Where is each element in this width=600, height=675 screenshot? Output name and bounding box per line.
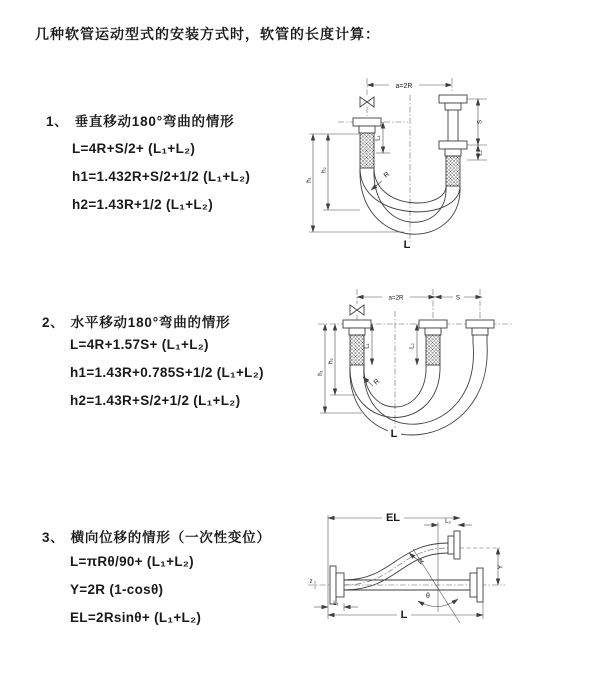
right-flange — [470, 568, 483, 602]
dim-label-y: Y — [497, 564, 505, 570]
left-flange — [330, 566, 344, 604]
dim-l1 — [314, 600, 358, 611]
datum-label: z — [309, 578, 313, 585]
radius-callout — [409, 553, 426, 566]
dim-a-2r — [367, 81, 452, 90]
formula: h1=1.43R+0.785S+1/2 (L₁+L₂) — [70, 365, 264, 380]
formula: h2=1.43R+1/2 (L₁+L₂) — [72, 197, 214, 212]
dim-label-l2: L₂ — [445, 518, 451, 525]
section-1-heading — [46, 110, 234, 130]
dim-h1 — [306, 134, 405, 232]
dim-l2 — [409, 324, 418, 365]
dim-label-theta: θ — [426, 593, 430, 600]
section-2-formulas — [70, 331, 264, 415]
dim-label-a2r: a=2R — [388, 294, 404, 302]
section-2-title: 水平移动180°弯曲的情形 — [70, 315, 231, 330]
right-hose-end — [439, 95, 467, 186]
dim-label-s: S — [476, 119, 484, 125]
dim-label-l-total: L — [403, 239, 411, 251]
dim-l2 — [424, 518, 472, 525]
dim-s — [435, 293, 482, 302]
dim-label-l-total: L — [390, 428, 398, 440]
formula: h1=1.432R+S/2+1/2 (L₁+L₂) — [72, 169, 251, 184]
section-1-formulas — [72, 135, 250, 219]
section-1-title: 垂直移动180°弯曲的情形 — [74, 114, 235, 129]
formula: L=4R+1.57S+ (L₁+L₂) — [70, 337, 209, 352]
dim-label-h1: h₁ — [317, 370, 324, 376]
dim-label-h2: h₂ — [327, 358, 335, 364]
dim-label-a2r: a=2R — [395, 82, 413, 90]
formula: L=4R+S/2+ (L₁+L₂) — [72, 141, 196, 156]
angle-theta — [413, 549, 460, 623]
section-3-formulas — [70, 548, 201, 632]
middle-hose-end — [419, 320, 447, 365]
dim-label-r: R — [372, 377, 382, 387]
page-title: 几种软管运动型式的安装方式时，软管的长度计算： — [35, 26, 380, 42]
dim-label-l1: L₁ — [374, 135, 382, 141]
dim-l2 — [477, 145, 484, 160]
dim-label-l2: L₂ — [476, 150, 484, 156]
dim-a-2r — [357, 293, 435, 302]
section-2-index: 2、 — [42, 315, 65, 330]
diagram-lateral-displacement — [300, 503, 600, 638]
dim-h2 — [309, 134, 360, 210]
centerlines — [338, 78, 452, 242]
dim-label-l: L — [400, 609, 408, 621]
formula: Y=2R (1-cosθ) — [70, 582, 164, 597]
formula: L=πRθ/90+ (L₁+L₂) — [70, 554, 194, 569]
dim-label-l1: L₁ — [363, 343, 371, 349]
dim-label-l1: L₁ — [333, 600, 339, 607]
diagram-horizontal-180-bend — [310, 283, 595, 463]
displaced-hose-s-curve — [344, 543, 448, 590]
moved-hose-end — [466, 320, 494, 343]
dim-el — [328, 510, 460, 524]
dim-label-h1: h₁ — [305, 177, 313, 183]
section-1-index: 1、 — [46, 114, 69, 129]
dim-y — [498, 548, 505, 585]
upper-flange — [448, 531, 460, 559]
dim-label-s: S — [455, 294, 461, 302]
valve-icon — [360, 97, 374, 107]
dim-label-r: R — [382, 170, 392, 180]
left-hose-end — [343, 320, 371, 365]
section-3-index: 3、 — [42, 530, 65, 545]
dim-label-el: EL — [385, 512, 401, 524]
diagram-vertical-180-bend — [300, 70, 585, 265]
dim-label-l2: L₂ — [408, 343, 416, 349]
formula: EL=2Rsinθ+ (L₁+L₂) — [70, 610, 202, 625]
left-hose-end — [353, 118, 381, 168]
section-3-heading — [42, 526, 271, 546]
formula: h2=1.43R+S/2+1/2 (L₁+L₂) — [70, 393, 241, 408]
centerlines — [318, 289, 512, 431]
hose-u-bend-moved — [350, 343, 487, 435]
dim-label-h2: h₂ — [320, 167, 328, 173]
dim-l-total — [328, 607, 483, 621]
dim-label-r: R — [417, 557, 426, 567]
valve-icon — [350, 305, 364, 315]
datum-mark — [309, 578, 315, 589]
dim-l1 — [375, 122, 391, 153]
section-3-title: 横向位移的情形（一次性变位） — [70, 530, 271, 545]
section-2-heading — [42, 311, 230, 331]
